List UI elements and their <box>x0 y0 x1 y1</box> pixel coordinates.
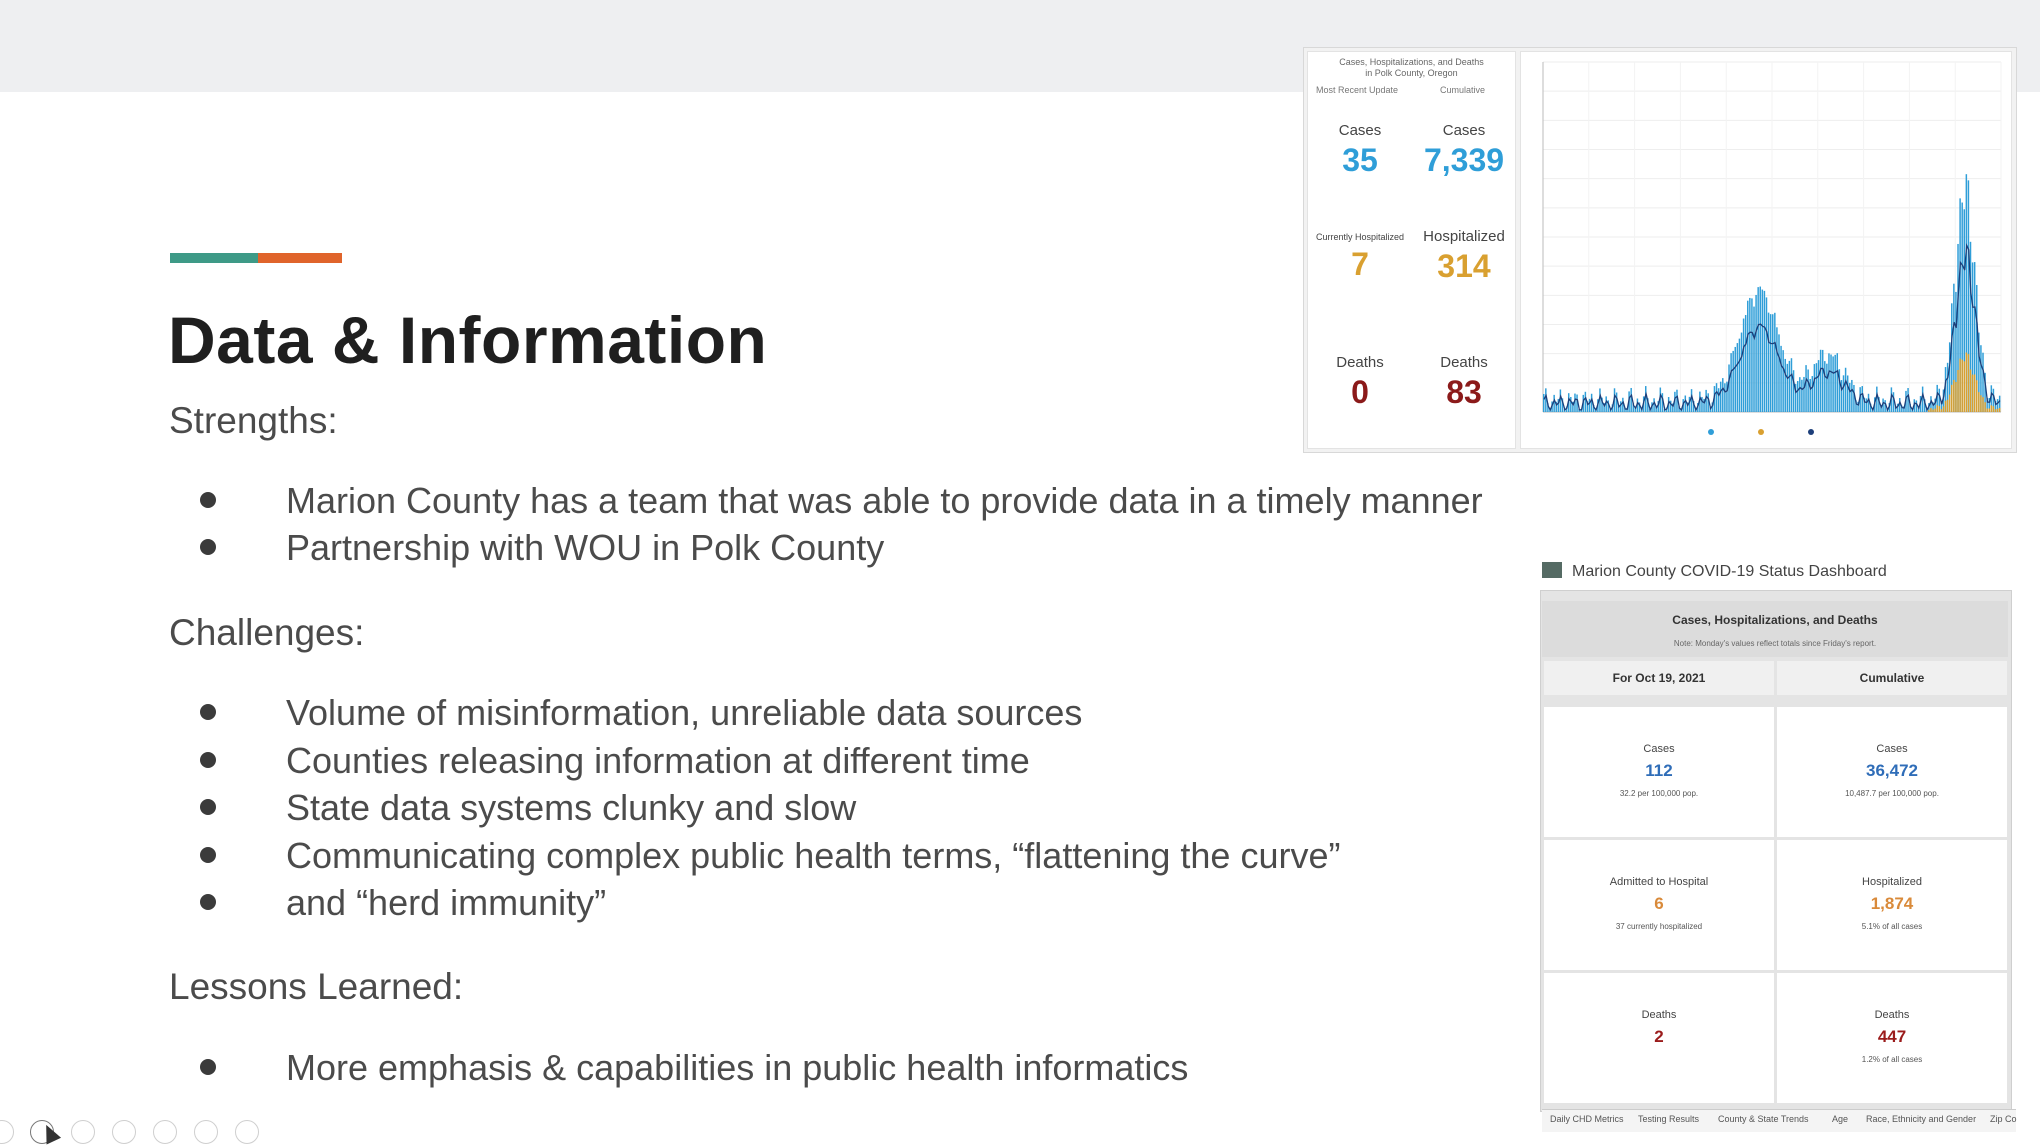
chart-bar <box>1691 389 1692 412</box>
polk-col-cumulative: Cumulative <box>1440 85 1486 95</box>
chart-bar <box>1791 358 1792 412</box>
chart-bar <box>1826 364 1827 412</box>
polk-recent-hosp-label: Currently Hospitalized <box>1315 232 1405 242</box>
marion-cell-daily-cases: Cases 112 32.2 per 100,000 pop. <box>1544 707 1774 837</box>
chart-bar <box>1776 327 1777 412</box>
chart-bar-hosp <box>1947 400 1948 412</box>
chart-bar <box>1803 377 1804 412</box>
chart-bar <box>1543 394 1544 412</box>
chart-bar <box>1545 388 1546 412</box>
polk-col-recent: Most Recent Update <box>1316 85 1399 95</box>
chart-bar-hosp <box>1939 406 1940 412</box>
chart-bar <box>1778 334 1779 412</box>
chart-bar-hosp <box>1961 360 1962 412</box>
chart-bar <box>1772 314 1773 412</box>
chart-bar <box>1782 350 1783 412</box>
polk-trend-chart <box>1520 51 2012 449</box>
chart-bar <box>1814 364 1815 412</box>
chart-bar-hosp <box>1980 395 1981 412</box>
chart-bar <box>1616 393 1617 412</box>
chart-bar-hosp <box>1966 353 1967 412</box>
chart-bar-hosp <box>1968 354 1969 412</box>
chart-bar <box>1787 364 1788 412</box>
chart-bar-hosp <box>1991 405 1992 412</box>
legend-marker-cases <box>1708 429 1714 435</box>
bullet-item: Communicating complex public health terms, “flattening the curve” <box>200 835 1340 877</box>
polk-recent-deaths-label: Deaths <box>1336 354 1384 371</box>
chart-bar <box>1807 369 1808 412</box>
tab-testing-results[interactable]: Testing Results <box>1638 1114 1700 1124</box>
more-icon[interactable] <box>235 1120 259 1144</box>
chart-bar <box>1812 376 1813 412</box>
bullet-item: Partnership with WOU in Polk County <box>200 527 884 569</box>
tab-age[interactable]: Age <box>1832 1114 1849 1124</box>
chart-bar <box>1916 400 1917 412</box>
chart-bar-hosp <box>1949 395 1950 412</box>
chart-bar <box>1760 287 1761 412</box>
chart-bar <box>1922 387 1923 412</box>
chart-bar <box>1851 380 1852 412</box>
chart-bar <box>1722 378 1723 412</box>
chart-bar <box>1732 351 1733 412</box>
chart-bar <box>1716 383 1717 412</box>
chart-bar <box>1866 398 1867 412</box>
tab-race-ethnicity-gender[interactable]: Race, Ethnicity and Gender <box>1866 1114 1977 1124</box>
bullet-dot <box>200 847 216 863</box>
chart-bar <box>1757 287 1758 412</box>
chart-bar <box>1766 297 1767 412</box>
chart-bar <box>1780 346 1781 412</box>
bullet-dot <box>200 894 216 910</box>
marion-dashboard-image <box>1534 555 2016 1133</box>
polk-cum-deaths-label: Deaths <box>1440 354 1488 371</box>
marion-panel-note: Note: Monday's values reflect totals since Friday's report. <box>1673 639 1877 648</box>
bullet-item: Volume of misinformation, unreliable data sources <box>200 692 1082 734</box>
chart-bar-hosp <box>1936 405 1937 412</box>
chart-bar <box>1553 395 1554 412</box>
bullet-item: More emphasis & capabilities in public health informatics <box>200 1047 1188 1089</box>
legend-marker-hosp <box>1758 429 1764 435</box>
bullet-dot <box>200 492 216 508</box>
chart-bar-hosp <box>1930 408 1931 412</box>
tab-county-state-trends[interactable]: County & State Trends <box>1718 1114 1809 1124</box>
chart-bar <box>1837 353 1838 412</box>
marion-cell-daily-hosp: Admitted to Hospital 6 37 currently hospitalized <box>1544 840 1774 970</box>
chart-bar <box>1753 307 1754 412</box>
chart-bar <box>1685 396 1686 412</box>
marion-cell-cum-cases: Cases 36,472 10,487.7 per 100,000 pop. <box>1777 707 2007 837</box>
marion-tab-bar <box>1542 1109 2016 1132</box>
bullet-item: Counties releasing information at different time <box>200 740 1030 782</box>
bullet-dot <box>200 539 216 555</box>
polk-recent-cases-value: 35 <box>1342 142 1378 178</box>
slides-icon[interactable] <box>112 1120 136 1144</box>
chart-bar <box>1630 388 1631 412</box>
chart-bar <box>1751 298 1752 412</box>
chart-bar-hosp <box>1970 369 1971 412</box>
tab-zip-code[interactable]: Zip Co <box>1990 1114 2017 1124</box>
polk-stats-panel <box>1307 51 1516 449</box>
chart-bar <box>1799 377 1800 412</box>
marion-cell-cum-deaths: Deaths 447 1.2% of all cases <box>1777 973 2007 1103</box>
chart-bar-hosp <box>1974 375 1975 412</box>
chart-bar <box>1720 382 1721 412</box>
marion-panel-title: Cases, Hospitalizations, and Deaths <box>1672 613 1878 627</box>
chart-bar-hosp <box>1945 401 1946 412</box>
chart-bar <box>1620 401 1621 412</box>
prev-icon[interactable] <box>0 1120 14 1144</box>
legend-marker-trend <box>1808 429 1814 435</box>
polk-chart-svg <box>1521 52 2011 448</box>
chart-bar-hosp <box>1989 409 1990 412</box>
tab-daily-chd-metrics[interactable]: Daily CHD Metrics <box>1550 1114 1624 1124</box>
chart-bar <box>1764 291 1765 412</box>
bullet-dot <box>200 752 216 768</box>
polk-cum-hosp-value: 314 <box>1437 248 1491 284</box>
chart-bar <box>1816 363 1817 412</box>
chart-bar <box>1735 347 1736 412</box>
chart-bar <box>1868 394 1869 412</box>
chart-bar-hosp <box>1928 410 1929 412</box>
bullet-dot <box>200 799 216 815</box>
chart-bar <box>1797 381 1798 412</box>
marion-cell-daily-deaths: Deaths 2 <box>1544 973 1774 1103</box>
marion-cell-cum-hosp: Hospitalized 1,874 5.1% of all cases <box>1777 840 2007 970</box>
chart-bar <box>1789 361 1790 412</box>
chart-bar <box>1824 361 1825 412</box>
marion-header: Marion County COVID-19 Status Dashboard <box>1542 563 1887 581</box>
chart-bar-hosp <box>1957 370 1958 412</box>
polk-cum-cases-label: Cases <box>1442 122 1486 139</box>
chart-bar-hosp <box>1976 380 1977 412</box>
chart-bar <box>1739 339 1740 412</box>
chart-bar <box>1793 370 1794 412</box>
polk-recent-hosp-value: 7 <box>1351 246 1369 282</box>
dashboard-logo-icon <box>1542 562 1562 578</box>
chart-bar <box>1784 359 1785 412</box>
chart-bar <box>1770 314 1771 412</box>
chart-bar-hosp <box>1993 406 1994 412</box>
chart-bar <box>1822 350 1823 412</box>
bullet-item: State data systems clunky and slow <box>200 787 856 829</box>
chart-bar-hosp <box>1943 406 1944 412</box>
chart-bar <box>1849 383 1850 412</box>
chart-bar-hosp <box>1999 408 2000 412</box>
chart-bar <box>1853 385 1854 412</box>
chart-bar-hosp <box>1955 382 1956 412</box>
chart-bar <box>1768 313 1769 412</box>
chart-bar <box>1774 313 1775 412</box>
chart-bar <box>1828 353 1829 412</box>
bullet-dot <box>200 1059 216 1075</box>
marion-col-date: For Oct 19, 2021 <box>1544 661 1774 695</box>
chart-bar <box>1862 386 1863 412</box>
marion-panel-titlebar <box>1542 601 2008 657</box>
chart-bar-hosp <box>1995 409 1996 412</box>
chart-bar-hosp <box>1978 392 1979 412</box>
bullet-dot <box>200 704 216 720</box>
chart-bar <box>1762 290 1763 412</box>
subtitle-icon[interactable] <box>194 1120 218 1144</box>
chart-bar <box>1818 360 1819 412</box>
chart-bar <box>1730 353 1731 412</box>
chart-bar <box>1724 383 1725 412</box>
polk-cum-hosp-label: Hospitalized <box>1423 228 1505 245</box>
chart-bar <box>1843 375 1844 412</box>
chart-bar <box>1589 399 1590 412</box>
chart-bar-hosp <box>1932 410 1933 412</box>
zoom-icon[interactable] <box>153 1120 177 1144</box>
chart-bar <box>1809 379 1810 412</box>
chart-bar-hosp <box>1986 408 1987 412</box>
polk-cum-deaths-value: 83 <box>1446 374 1482 410</box>
chart-bar <box>1718 388 1719 412</box>
chart-bar-hosp <box>1941 409 1942 412</box>
chart-bar <box>1847 375 1848 412</box>
chart-bar <box>1591 394 1592 412</box>
marion-col-cumulative: Cumulative <box>1777 661 2007 695</box>
polk-dashboard-image <box>1303 47 2017 453</box>
chart-bar <box>1653 398 1654 412</box>
chart-bar <box>1737 343 1738 412</box>
chart-bar <box>1749 298 1750 412</box>
chart-bar <box>1745 315 1746 412</box>
section-heading-challenges: Challenges: <box>169 612 365 653</box>
bullet-item: and “herd immunity” <box>200 882 606 924</box>
chart-bar-hosp <box>1997 409 1998 412</box>
bullet-item: Marion County has a team that was able to provide data in a timely manner <box>200 480 1483 522</box>
chart-bar <box>1830 355 1831 412</box>
polk-panel-title: Cases, Hospitalizations, and Deaths in Polk County, Oregon <box>1339 57 1484 78</box>
chart-bar-hosp <box>1982 397 1983 412</box>
chart-bar <box>1832 356 1833 412</box>
polk-recent-cases-label: Cases <box>1338 122 1382 139</box>
chart-bar <box>1585 392 1586 412</box>
polk-cum-cases-value: 7,339 <box>1423 142 1505 178</box>
section-heading-strengths: Strengths: <box>169 400 338 441</box>
pen-icon[interactable] <box>71 1120 95 1144</box>
chart-bar <box>1845 368 1846 412</box>
chart-bar <box>1743 319 1744 412</box>
chart-bar <box>1755 295 1756 412</box>
chart-bar-hosp <box>1964 361 1965 412</box>
chart-bar <box>1820 350 1821 412</box>
chart-bar-hosp <box>1959 359 1960 412</box>
chart-bar <box>1747 301 1748 412</box>
chart-bar-hosp <box>1934 409 1935 412</box>
chart-bar <box>1805 365 1806 412</box>
accent-bar-orange <box>258 253 342 263</box>
chart-bar-hosp <box>1951 385 1952 412</box>
accent-bar-teal <box>170 253 258 263</box>
slide-title: Data & Information <box>168 303 768 377</box>
chart-bar-hosp <box>1953 380 1954 412</box>
chart-bar <box>1570 397 1571 412</box>
polk-recent-deaths-value: 0 <box>1351 374 1369 410</box>
chart-bar-hosp <box>1972 375 1973 412</box>
chart-bar <box>1741 333 1742 412</box>
chart-bar <box>1801 380 1802 412</box>
chart-bar <box>1834 355 1835 412</box>
chart-bar <box>1728 364 1729 412</box>
section-heading-lessons: Lessons Learned: <box>169 966 464 1007</box>
chart-bar <box>1907 388 1908 412</box>
chart-bar-hosp <box>1984 402 1985 412</box>
